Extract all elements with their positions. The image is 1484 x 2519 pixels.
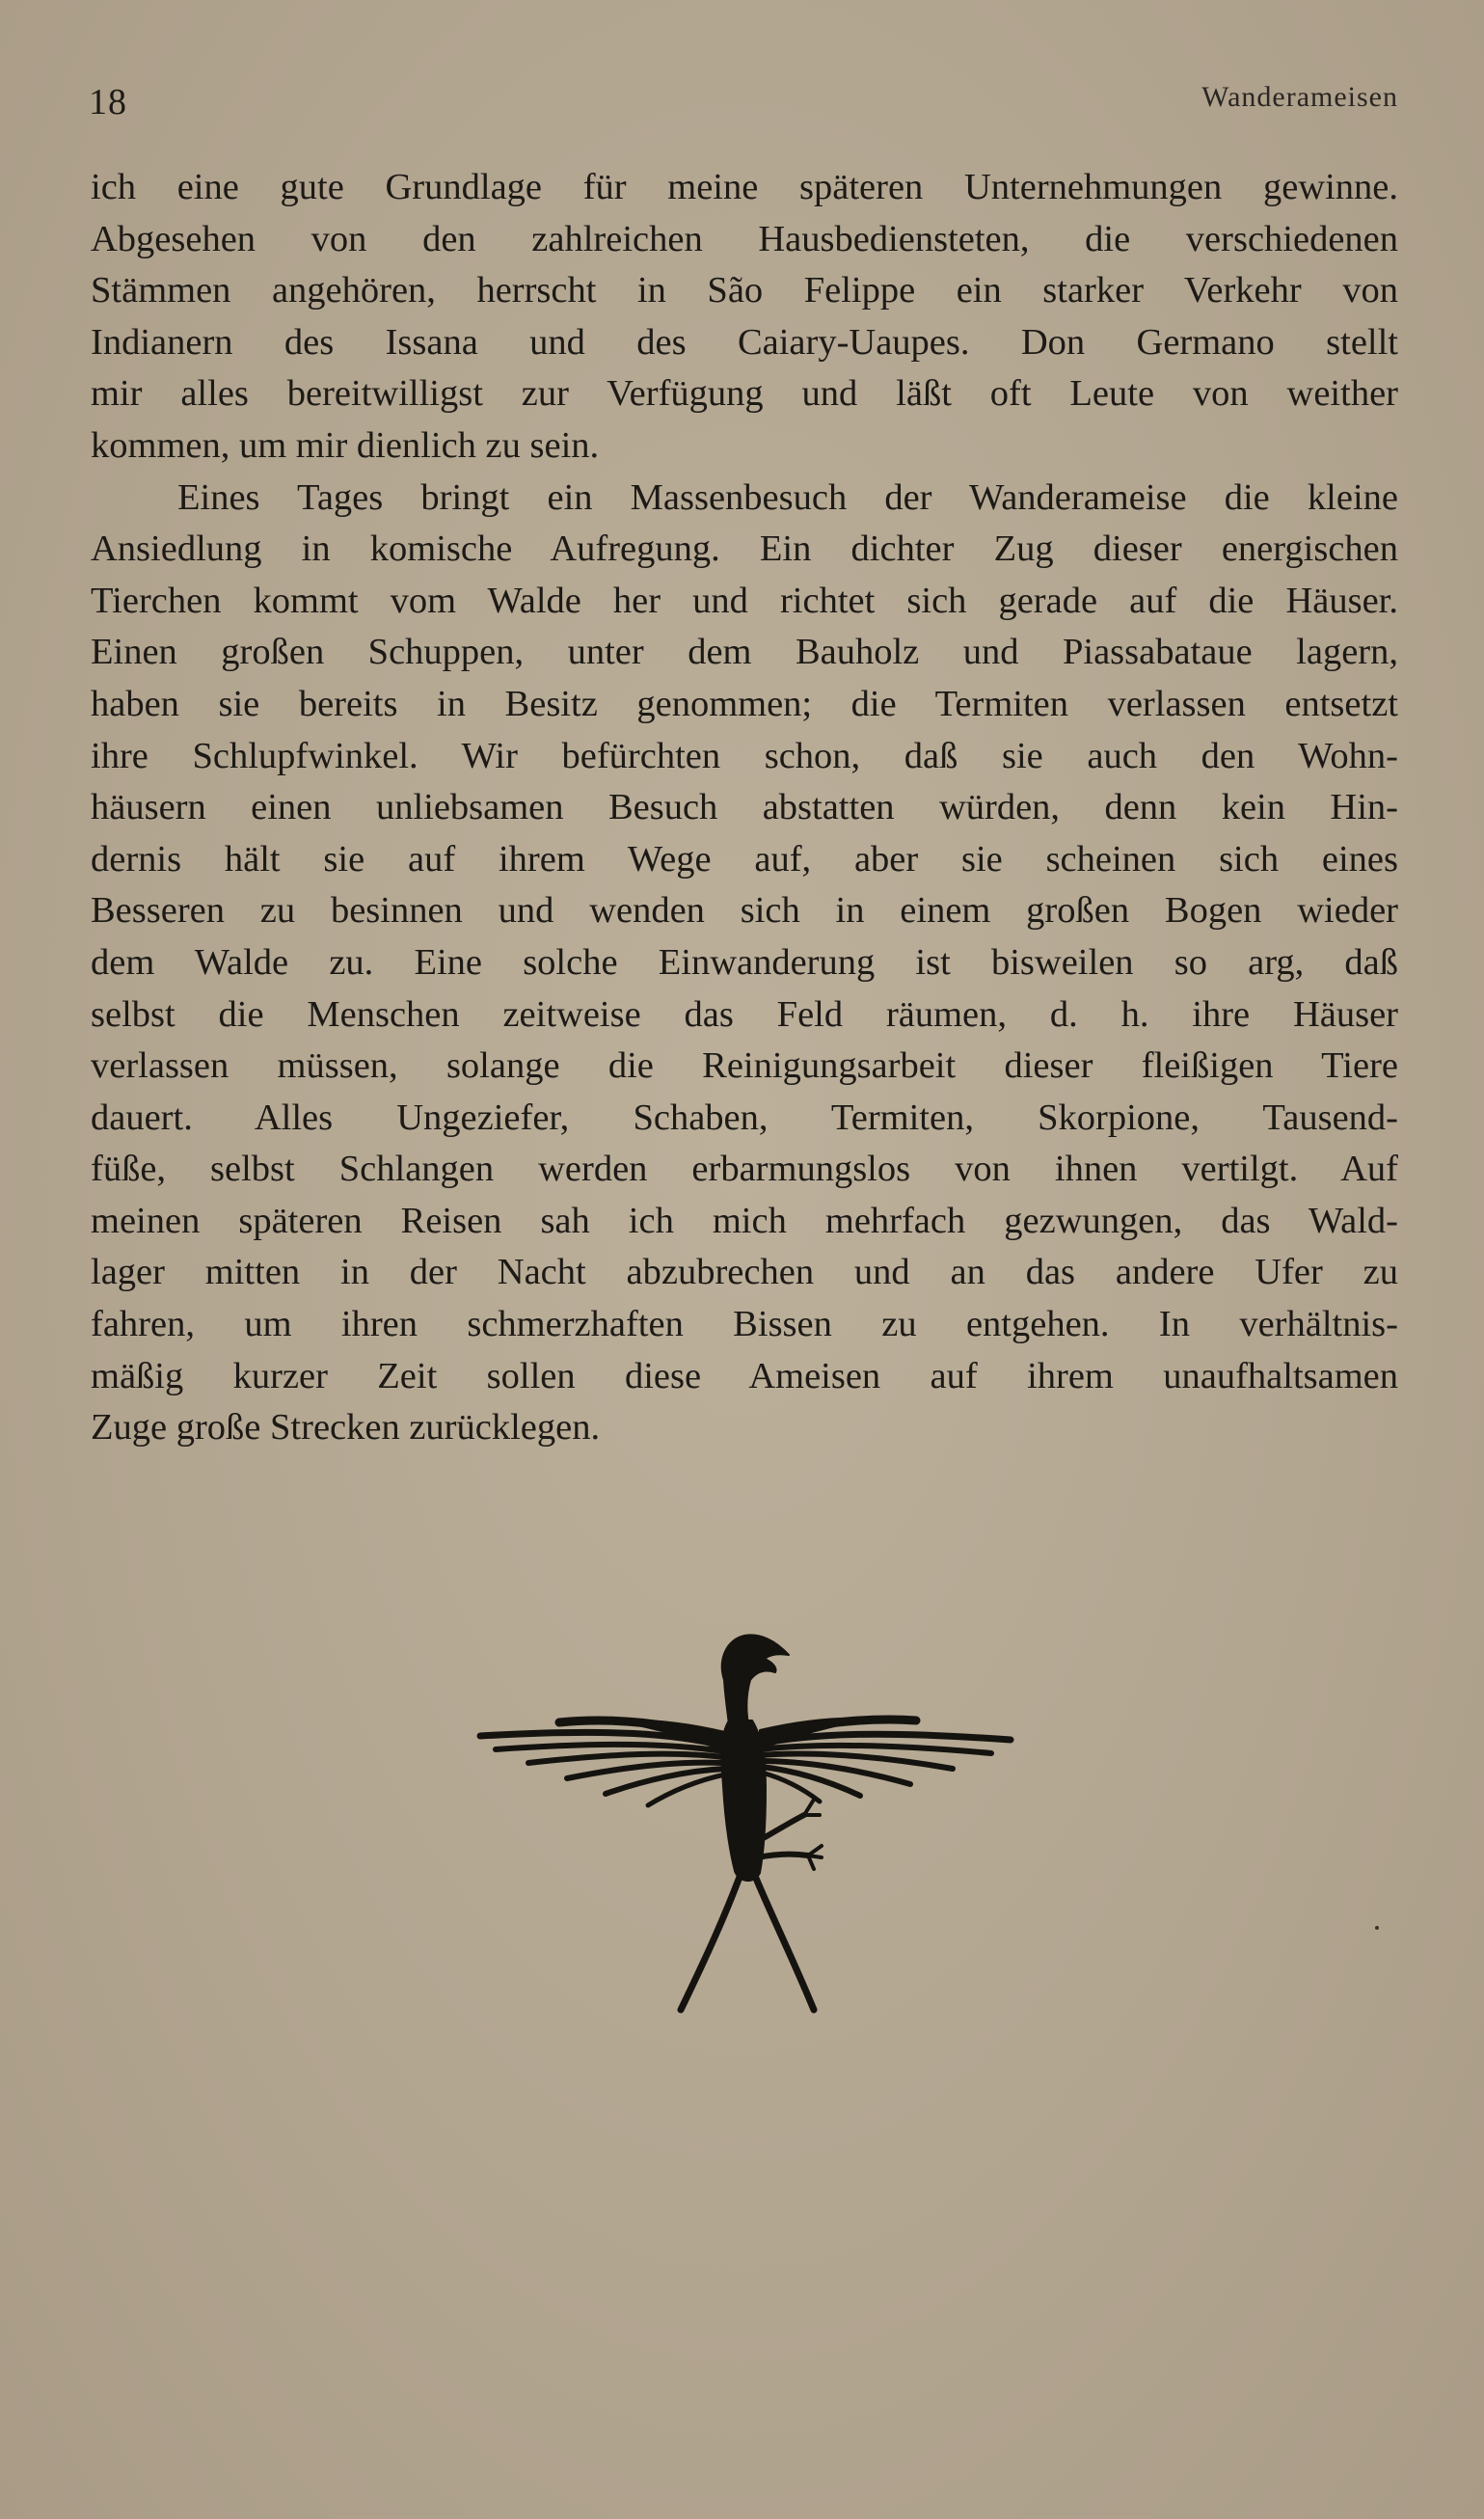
text-line: ihre Schlupfwinkel. Wir befürchten schon, daß sie auch den Wohn-: [91, 735, 1398, 776]
text-line: ich eine gute Grundlage für meine späteren Unternehmungen gewinne.: [91, 167, 1398, 207]
page-header: [87, 77, 1398, 125]
text-line: mäßig kurzer Zeit sollen diese Ameisen auf ihrem unaufhaltsamen: [91, 1355, 1398, 1396]
text-line: lager mitten in der Nacht abzubrechen und an das andere Ufer zu: [91, 1252, 1398, 1293]
text-line: füße, selbst Schlangen werden erbarmungslos von ihnen vertilgt. Auf: [91, 1149, 1398, 1190]
text-line: dem Walde zu. Eine solche Einwanderung ist bisweilen so arg, daß: [91, 941, 1398, 983]
paper-speck: [1375, 1926, 1379, 1930]
text-line: verlassen müssen, solange die Reinigungsarbeit dieser fleißigen Tiere: [91, 1045, 1398, 1087]
text-line: dauert. Alles Ungeziefer, Schaben, Termiten, Skorpione, Tausend-: [91, 1097, 1398, 1138]
text-line: Einen großen Schuppen, unter dem Bauholz und Piassabataue lagern,: [91, 632, 1398, 673]
text-line: Ansiedlung in komische Aufregung. Ein dichter Zug dieser energischen: [91, 528, 1398, 570]
text-line: fahren, um ihren schmerzhaften Bissen zu entgehen. In verhältnis-: [91, 1304, 1398, 1345]
text-line: dernis hält sie auf ihrem Wege auf, aber sie scheinen sich eines: [91, 838, 1398, 880]
text-line: Zuge große Strecken zurücklegen.: [91, 1407, 601, 1449]
text-line: kommen, um mir dienlich zu sein.: [91, 424, 600, 466]
text-line: Abgesehen von den zahlreichen Hausbediensteten, die verschiedenen: [91, 218, 1398, 259]
text-line: haben sie bereits in Besitz genommen; die Termiten verlassen entsetzt: [91, 683, 1398, 724]
text-line: meinen späteren Reisen sah ich mich mehrfach gezwungen, das Wald-: [91, 1200, 1398, 1241]
text-line: häusern einen unliebsamen Besuch abstatten würden, denn kein Hin-: [91, 787, 1398, 828]
bird-figure-icon: [471, 1616, 1020, 2021]
text-line: selbst die Menschen zeitweise das Feld räumen, d. h. ihre Häuser: [91, 993, 1398, 1035]
text-line: Stämmen angehören, herrscht in São Felippe ein starker Verkehr von: [91, 270, 1398, 311]
page-number: 18: [89, 82, 127, 122]
text-line: Eines Tages bringt ein Massenbesuch der Wanderameise die kleine: [177, 476, 1398, 518]
body-text: [91, 162, 1398, 1454]
text-line: Indianern des Issana und des Caiary-Uaupes. Don Germano stellt: [91, 321, 1398, 363]
running-title: Wanderameisen: [1201, 81, 1398, 113]
text-line: Tierchen kommt vom Walde her und richtet sich gerade auf die Häuser.: [91, 580, 1398, 621]
text-line: Besseren zu besinnen und wenden sich in einem großen Bogen wieder: [91, 890, 1398, 932]
text-line: mir alles bereitwilligst zur Verfügung und läßt oft Leute von weither: [91, 373, 1398, 415]
